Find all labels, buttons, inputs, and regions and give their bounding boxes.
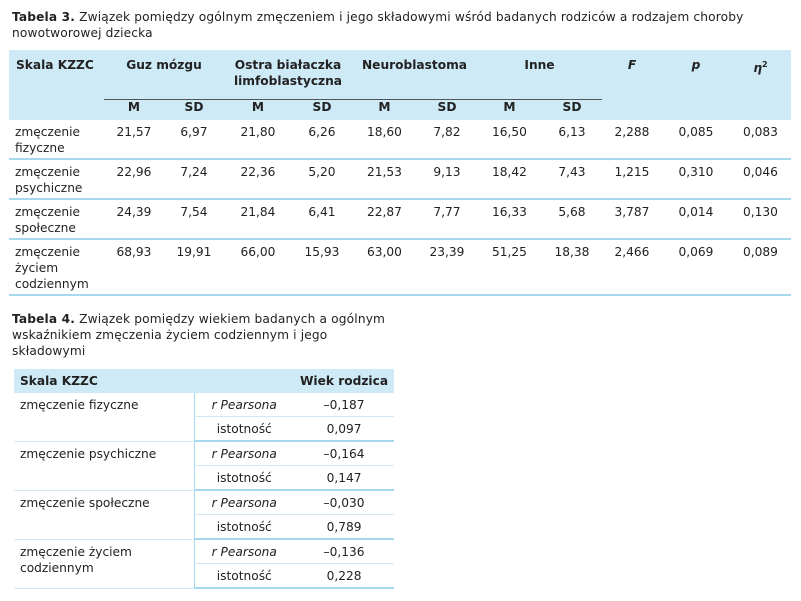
row-label: zmęczenie fizyczne bbox=[9, 120, 104, 159]
table4 bbox=[14, 369, 394, 589]
table-cell: 5,68 bbox=[542, 199, 602, 239]
table-cell: 63,00 bbox=[352, 239, 417, 295]
table-row bbox=[9, 120, 791, 159]
table-cell: 0,046 bbox=[730, 159, 791, 199]
table3-header-sd: SD bbox=[292, 100, 352, 121]
table3-caption bbox=[12, 9, 792, 41]
table-cell: 16,33 bbox=[477, 199, 542, 239]
table-cell: 66,00 bbox=[224, 239, 292, 295]
table-cell: 5,20 bbox=[292, 159, 352, 199]
table3-header-sd: SD bbox=[542, 100, 602, 121]
table-cell: 1,215 bbox=[602, 159, 662, 199]
table-cell: 7,43 bbox=[542, 159, 602, 199]
table-cell: 51,25 bbox=[477, 239, 542, 295]
table-cell: 19,91 bbox=[164, 239, 224, 295]
table-cell: –0,164 bbox=[294, 441, 394, 466]
table-row bbox=[14, 539, 394, 564]
table-cell: 0,228 bbox=[294, 564, 394, 589]
table3-header-m: M bbox=[224, 100, 292, 121]
table-row bbox=[9, 199, 791, 239]
table-cell: 0,083 bbox=[730, 120, 791, 159]
table-row bbox=[9, 159, 791, 199]
table-cell: 6,13 bbox=[542, 120, 602, 159]
table-cell: 22,96 bbox=[104, 159, 164, 199]
table3-header-eta bbox=[730, 50, 791, 120]
table-row bbox=[14, 490, 394, 515]
row-label: zmęczenie społeczne bbox=[9, 199, 104, 239]
table3-header-sd: SD bbox=[417, 100, 477, 121]
table-cell: 6,26 bbox=[292, 120, 352, 159]
table-cell: 2,466 bbox=[602, 239, 662, 295]
table4-caption-label: Tabela 4. bbox=[12, 312, 76, 326]
table-cell: 2,288 bbox=[602, 120, 662, 159]
row-label: zmęczenie fizyczne bbox=[14, 393, 194, 441]
table-cell: 7,77 bbox=[417, 199, 477, 239]
table-cell: 0,085 bbox=[662, 120, 730, 159]
table3-header-scale: Skala KZZC bbox=[9, 50, 104, 120]
stat-label-significance: istotność bbox=[194, 515, 294, 540]
stat-label-pearson: r Pearsona bbox=[194, 490, 294, 515]
table3-header-sd: SD bbox=[164, 100, 224, 121]
table-cell: 0,789 bbox=[294, 515, 394, 540]
table4-caption-text: Związek pomiędzy wiekiem badanych a ogólnym wskaźnikiem zmęczenia życiem codziennym i jego składowymi bbox=[12, 312, 386, 358]
table3-header-m: M bbox=[352, 100, 417, 121]
table-cell: 7,82 bbox=[417, 120, 477, 159]
table-cell: 6,97 bbox=[164, 120, 224, 159]
table-cell: –0,187 bbox=[294, 393, 394, 417]
table-cell: 22,87 bbox=[352, 199, 417, 239]
eta-superscript: 2 bbox=[762, 60, 768, 69]
table3-header-p: p bbox=[662, 50, 730, 120]
table-row bbox=[14, 441, 394, 466]
stat-label-significance: istotność bbox=[194, 466, 294, 491]
table3-header-group-3: Neuroblastoma bbox=[352, 50, 477, 100]
table-cell: 0,147 bbox=[294, 466, 394, 491]
table-cell: 9,13 bbox=[417, 159, 477, 199]
table3-header-f: F bbox=[602, 50, 662, 120]
table3-header-group-1: Guz mózgu bbox=[104, 50, 224, 100]
table-cell: 21,57 bbox=[104, 120, 164, 159]
table-row bbox=[14, 393, 394, 417]
stat-label-significance: istotność bbox=[194, 417, 294, 442]
table3-caption-label: Tabela 3. bbox=[12, 10, 76, 24]
table-cell: 18,38 bbox=[542, 239, 602, 295]
table-cell: –0,136 bbox=[294, 539, 394, 564]
table3-header-m: M bbox=[104, 100, 164, 121]
stat-label-pearson: r Pearsona bbox=[194, 539, 294, 564]
table4-header-age: Wiek rodzica bbox=[294, 369, 394, 393]
row-label: zmęczenie życiem codziennym bbox=[14, 539, 194, 588]
table-cell: 7,24 bbox=[164, 159, 224, 199]
table3-caption-text: Związek pomiędzy ogólnym zmęczeniem i jego składowymi wśród badanych rodziców a rodzajem choroby nowotworowej dziecka bbox=[12, 10, 744, 40]
table-cell: 68,93 bbox=[104, 239, 164, 295]
row-label: zmęczenie życiem codziennym bbox=[9, 239, 104, 295]
table4-caption bbox=[12, 311, 402, 359]
row-label: zmęczenie psychiczne bbox=[9, 159, 104, 199]
table-cell: 0,069 bbox=[662, 239, 730, 295]
stat-label-significance: istotność bbox=[194, 564, 294, 589]
table-cell: 15,93 bbox=[292, 239, 352, 295]
table-cell: 18,60 bbox=[352, 120, 417, 159]
table-cell: 21,53 bbox=[352, 159, 417, 199]
table-cell: 24,39 bbox=[104, 199, 164, 239]
table-cell: 16,50 bbox=[477, 120, 542, 159]
stat-label-pearson: r Pearsona bbox=[194, 441, 294, 466]
table3-header-group-2: Ostra białaczka limfoblastyczna bbox=[224, 50, 352, 100]
table-cell: 21,80 bbox=[224, 120, 292, 159]
row-label: zmęczenie społeczne bbox=[14, 490, 194, 539]
table-cell: 3,787 bbox=[602, 199, 662, 239]
table3-header-m: M bbox=[477, 100, 542, 121]
table-cell: 18,42 bbox=[477, 159, 542, 199]
table-row bbox=[9, 239, 791, 295]
row-label: zmęczenie psychiczne bbox=[14, 441, 194, 490]
table3 bbox=[9, 50, 791, 296]
table-cell: 21,84 bbox=[224, 199, 292, 239]
table-cell: 0,130 bbox=[730, 199, 791, 239]
table-cell: 0,097 bbox=[294, 417, 394, 442]
table-cell: –0,030 bbox=[294, 490, 394, 515]
table-cell: 0,014 bbox=[662, 199, 730, 239]
eta-symbol: η bbox=[753, 61, 763, 76]
table-cell: 6,41 bbox=[292, 199, 352, 239]
table3-header-group-4: Inne bbox=[477, 50, 602, 100]
table-cell: 0,310 bbox=[662, 159, 730, 199]
table-cell: 7,54 bbox=[164, 199, 224, 239]
table-cell: 0,089 bbox=[730, 239, 791, 295]
table-cell: 23,39 bbox=[417, 239, 477, 295]
table4-header-scale: Skala KZZC bbox=[14, 369, 294, 393]
stat-label-pearson: r Pearsona bbox=[194, 393, 294, 417]
table-cell: 22,36 bbox=[224, 159, 292, 199]
